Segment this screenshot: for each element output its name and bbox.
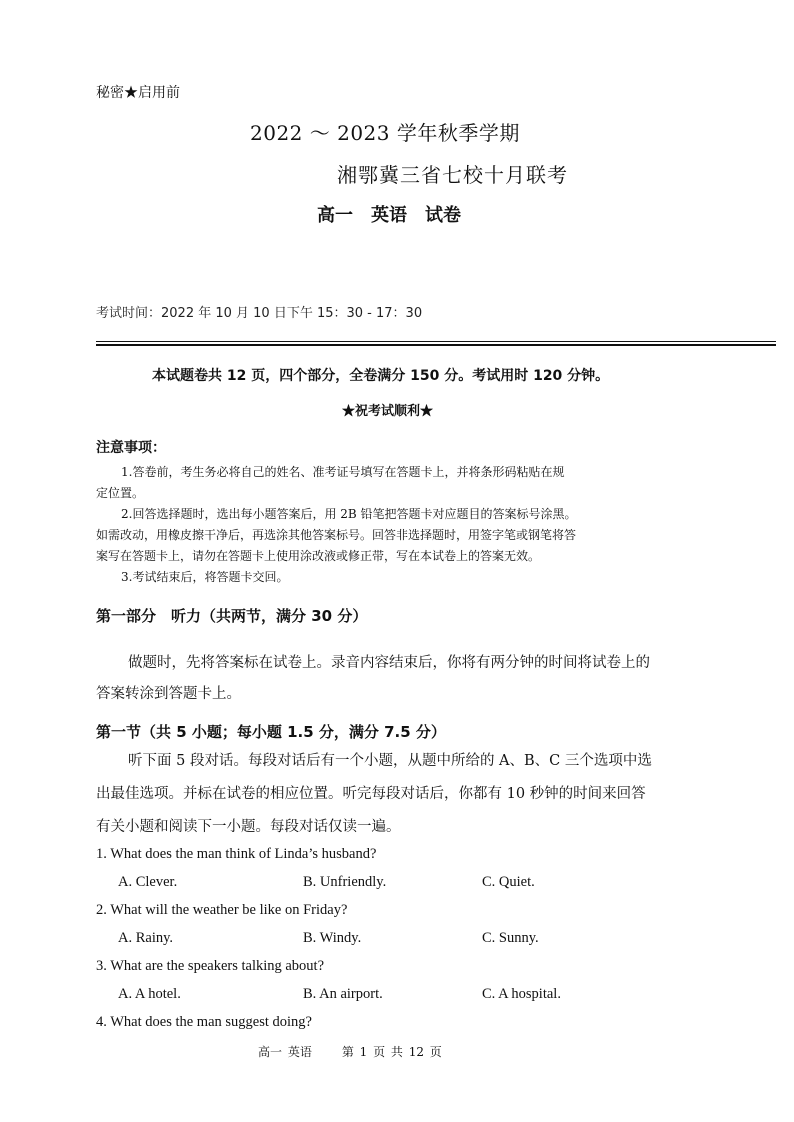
exam-time: 考试时间：2022 年 10 月 10 日下午 15：30 - 17：30 [96,306,423,321]
question-2-stem: 2. What will the weather be like on Friday? [96,902,348,918]
question-1-option-b: B. Unfriendly. [303,874,387,890]
part-1-intro-line-1: 做题时，先将答案标在试卷上。录音内容结束后，你将有两分钟的时间将试卷上的 [128,655,650,671]
divider-line-thick [96,344,776,346]
notice-item-1-line-2: 定位置。 [96,486,145,500]
question-2-option-b: B. Windy. [303,930,362,946]
question-3-option-a: A. A hotel. [118,986,181,1002]
section-1-instruction-line-2: 出最佳选项。并标在试卷的相应位置。听完每段对话后，你都有 10 秒钟的时间来回答 [96,786,646,802]
exam-name-title: 湘鄂冀三省七校十月联考 [337,163,568,187]
confidential-mark: 秘密★启用前 [96,85,180,101]
notice-item-2-line-1: 2.回答选择题时，选出每小题答案后，用 2B 铅笔把答题卡对应题目的答案标号涂黑。 [121,507,577,521]
part-1-intro-line-2: 答案转涂到答题卡上。 [96,686,241,702]
question-3-option-c: C. A hospital. [482,986,561,1002]
question-2-option-c: C. Sunny. [482,930,539,946]
notice-heading: 注意事项： [96,440,166,456]
divider-line-thin [96,341,776,342]
section-1-instruction-line-1: 听下面 5 段对话。每段对话后有一个小题，从题中所给的 A、B、C 三个选项中选 [128,753,652,769]
question-2-option-a: A. Rainy. [118,930,174,946]
footer-subject: 高一 英语 [258,1045,312,1059]
question-1-option-a: A. Clever. [118,874,178,890]
page-footer [258,1043,472,1060]
section-1-heading: 第一节（共 5 小题；每小题 1.5 分，满分 7.5 分） [96,723,446,741]
question-4-stem: 4. What does the man suggest doing? [96,1014,312,1030]
question-1-stem: 1. What does the man think of Linda’s husband? [96,846,377,862]
good-luck-wish: ★祝考试顺利★ [342,404,434,419]
part-1-heading: 第一部分 听力（共两节，满分 30 分） [96,607,368,625]
notice-item-2-line-3: 案写在答题卡上，请勿在答题卡上使用涂改液或修正带，写在本试卷上的答案无效。 [96,549,541,563]
notice-item-1-line-1: 1.答卷前，考生务必将自己的姓名、准考证号填写在答题卡上，并将条形码粘贴在规 [121,465,565,479]
exam-term-title: 2022 ～ 2023 学年秋季学期 [250,121,520,145]
exam-summary: 本试题卷共 12 页，四个部分，全卷满分 150 分。考试用时 120 分钟。 [152,368,610,384]
subject-title: 高一 英语 试卷 [317,205,461,226]
notice-item-3: 3.考试结束后，将答题卡交回。 [121,570,289,584]
section-1-instruction-line-3: 有关小题和阅读下一小题。每段对话仅读一遍。 [96,819,401,835]
question-3-option-b: B. An airport. [303,986,383,1002]
footer-page-number: 第 1 页 共 12 页 [341,1045,442,1059]
question-1-option-c: C. Quiet. [482,874,535,890]
notice-item-2-line-2: 如需改动，用橡皮擦干净后，再选涂其他答案标号。回答非选择题时，用签字笔或钢笔将答 [96,528,577,542]
question-3-stem: 3. What are the speakers talking about? [96,958,325,974]
